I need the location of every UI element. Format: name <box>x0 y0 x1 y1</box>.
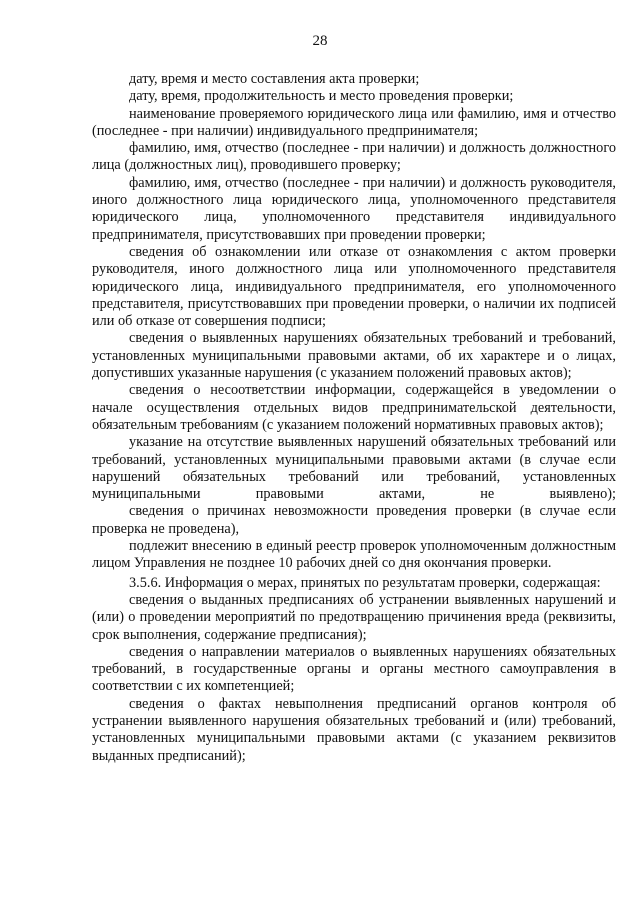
paragraph-inspection-date: дату, время, продолжительность и место проведения проверки; <box>129 88 514 105</box>
paragraph-issued-prescriptions: сведения о выданных предписаниях об устранении выявленных нарушений и (или) о проведении мероприятий по предотвращению причинения вреда (реквизиты, срок выполнения, содержание предписания); <box>92 591 616 643</box>
paragraph-inspection-not-held: сведения о причинах невозможности проведения проверки (в случае если проверка не проведена), <box>92 503 616 537</box>
paragraph-present-representatives: фамилию, имя, отчество (последнее - при наличии) и должность руководителя, иного должностного лица юридического лица, уполномоченного представителя юридического лица, уполномоченного представителя индивидуального предпринимателя, присутствовавших при проведении проверки; <box>92 174 616 243</box>
paragraph-inspected-entity: наименование проверяемого юридического лица или фамилию, имя и отчество (последнее - при наличии) индивидуального предпринимателя; <box>92 105 616 139</box>
page-number: 28 <box>312 33 328 49</box>
paragraph-registry-entry: подлежит внесению в единый реестр проверок уполномоченным должностным лицом Управления не позднее 10 рабочих дней со дня окончания проверки. <box>92 538 616 572</box>
document-body <box>92 71 616 765</box>
paragraph-section-3-5-6: 3.5.6. Информация о мерах, принятых по результатам проверки, содержащая: <box>129 574 601 591</box>
paragraph-inspector-official: фамилию, имя, отчество (последнее - при наличии) и должность должностного лица (должностных лиц), проводившего проверку; <box>92 140 616 174</box>
paragraph-non-fulfillment: сведения о фактах невыполнения предписаний органов контроля об устранении выявленного нарушения обязательных требований и (или) требований, установленных муниципальными правовыми актами (с указанием реквизитов выданных предписаний); <box>92 695 616 764</box>
paragraph-no-violations: указание на отсутствие выявленных нарушений обязательных требований или требований, установленных муниципальными правовыми актами (в случае если нарушений обязательных требований или требований, установленных муниципальными правовыми актами, не выявлено); <box>92 434 616 503</box>
paragraph-violations-found: сведения о выявленных нарушениях обязательных требований и требований, установленных муниципальными правовыми актами, об их характере и о лицах, допустивших указанные нарушения (с указанием положений правовых актов); <box>92 330 616 382</box>
paragraph-acquaintance-with-act: сведения об ознакомлении или отказе от ознакомления с актом проверки руководителя, иного должностного лица или уполномоченного представителя юридического лица, индивидуального предпринимателя, его уполномоченного представителя, присутствовавших при проведении проверки, о наличии их подписей или об отказе от совершения подписи; <box>92 243 616 330</box>
paragraph-materials-sent: сведения о направлении материалов о выявленных нарушениях обязательных требований, в государственные органы и органы местного самоуправления в соответствии с их компетенцией; <box>92 643 616 695</box>
paragraph-act-date: дату, время и место составления акта проверки; <box>129 71 420 87</box>
paragraph-notification-mismatch: сведения о несоответствии информации, содержащейся в уведомлении о начале осуществления отдельных видов предпринимательской деятельности, обязательным требованиям (с указанием положений нормативных правовых актов); <box>92 382 616 433</box>
